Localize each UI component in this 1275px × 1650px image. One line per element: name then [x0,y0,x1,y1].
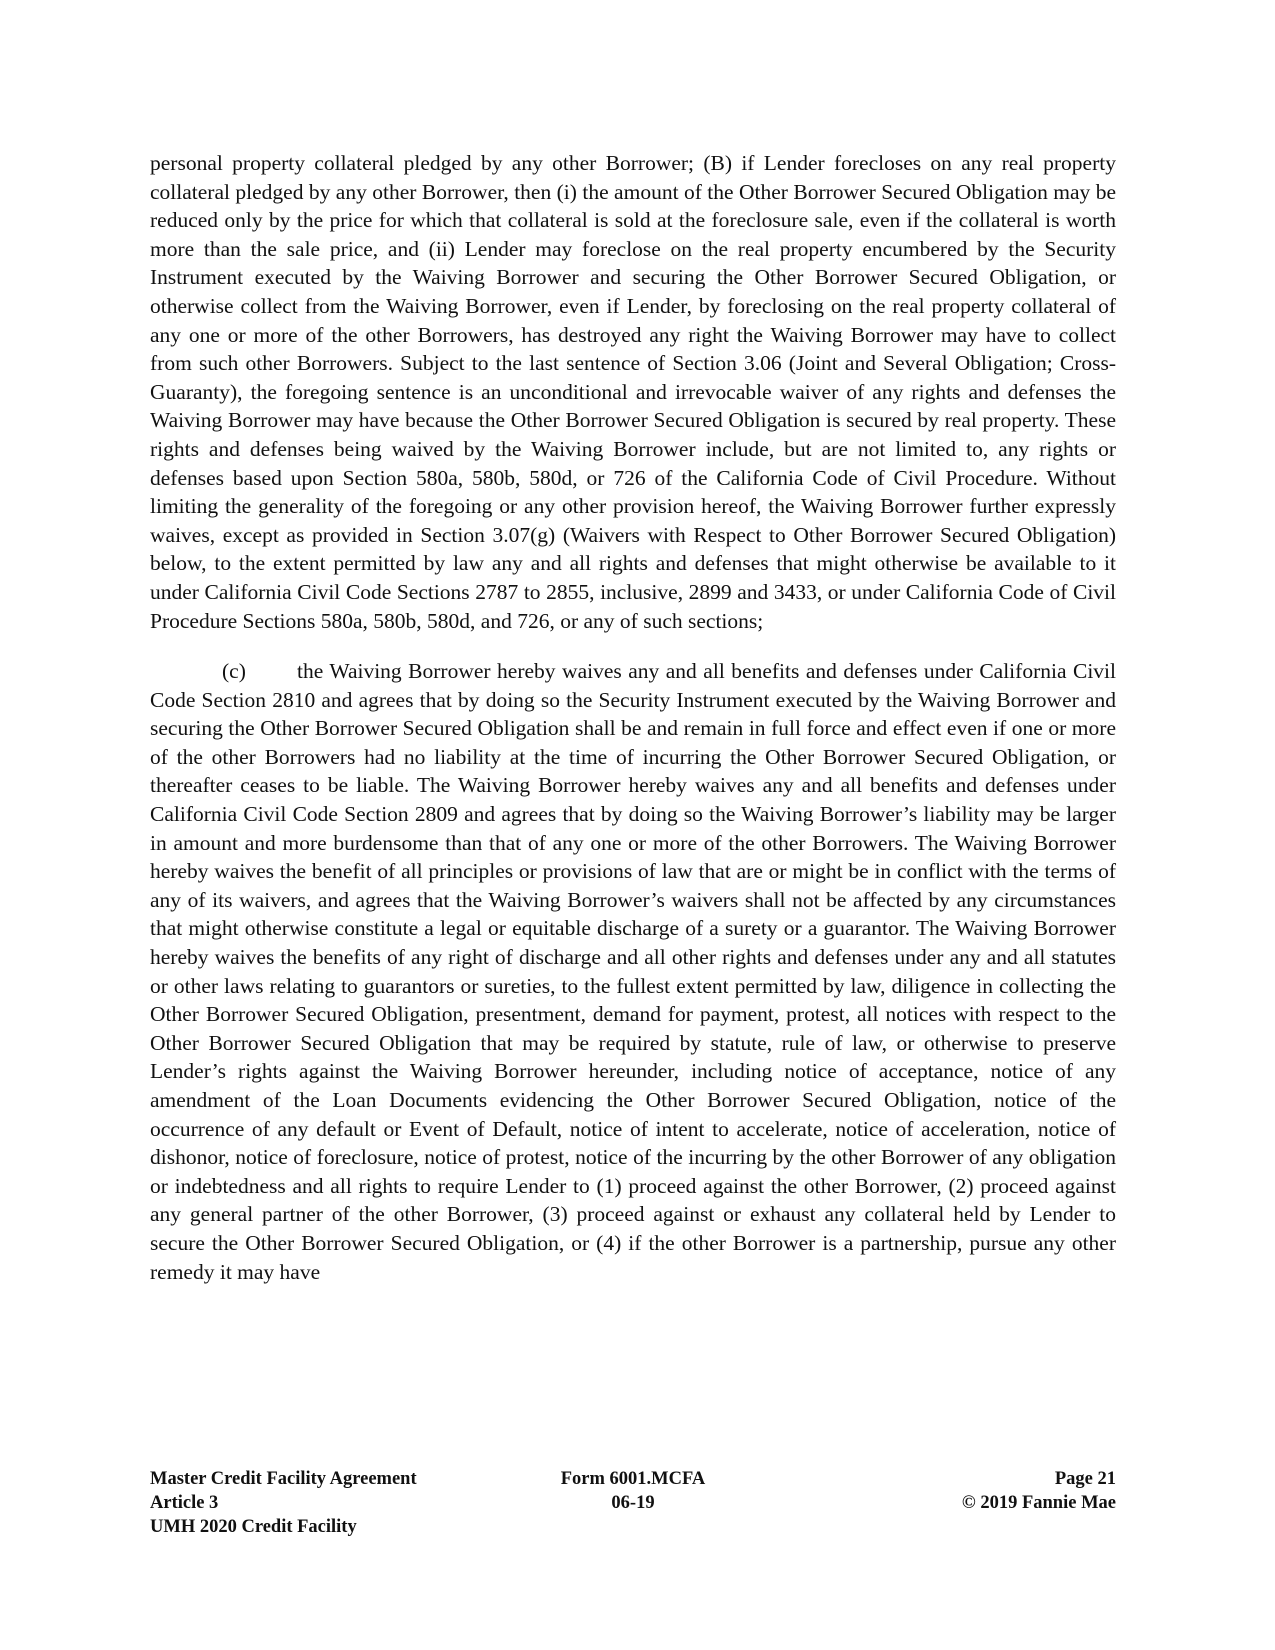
footer-right [962,1467,1116,1515]
footer-form-date: 06-19 [611,1493,655,1513]
footer-form-number: Form 6001.MCFA [560,1469,706,1489]
paragraph-c-marker: (c) [222,659,246,684]
footer-facility-name: UMH 2020 Credit Facility [150,1517,357,1537]
document-body [150,149,1116,1286]
footer-agreement-title: Master Credit Facility Agreement [150,1469,417,1489]
paragraph-c-text: the Waiving Borrower hereby waives any and all benefits and defenses under California Civil Code Section 2810 and agrees that by doing so the Security Instrument executed by the Waiving Borrower and securing the Other Borrower Secured Obligation shall be and remain in full force and effect even if one or more of the other Borrowers had no liability at the time of incurring the Other Borrower Secured Obligation, or thereafter ceases to be liable. The Waiving Borrower hereby waives any and all benefits and defenses under California Civil Code Section 2809 and agrees that by doing so the Waiving Borrower’s liability may be larger in amount and more burdensome than that of any one or more of the other Borrowers. The Waiving Borrower hereby waives the benefit of all principles or provisions of law that are or might be in conflict with the terms of any of its waivers, and agrees that the Waiving Borrower’s waivers shall not be affected by any circumstances that might otherwise constitute a legal or equitable discharge of a surety or a guarantor. The Waiving Borrower hereby waives the benefits of any right of discharge and all other rights and defenses under any and all statutes or other laws relating to guarantors or sureties, to the fullest extent permitted by law, diligence in collecting the Other Borrower Secured Obligation, presentment, demand for payment, protest, all notices with respect to the Other Borrower Secured Obligation that may be required by statute, rule of law, or otherwise to preserve Lender’s rights against the Waiving Borrower hereunder, including notice of acceptance, notice of any amendment of the Loan Documents evidencing the Other Borrower Secured Obligation, notice of the occurrence of any default or Event of Default, notice of intent to accelerate, notice of acceleration, notice of dishonor, notice of foreclosure, notice of protest, notice of the incurring by the other Borrower of any obligation or indebtedness and all rights to require Lender to (1) proceed against the other Borrower, (2) proceed against any general partner of the other Borrower, (3) proceed against or exhaust any collateral held by Lender to secure the Other Borrower Secured Obligation, or (4) if the other Borrower is a partnership, pursue any other remedy it may have [150,659,1116,1284]
paragraph-continuation: personal property collateral pledged by any other Borrower; (B) if Lender forecloses on any real property collateral pledged by any other Borrower, then (i) the amount of the Other Borrower Secured Obligation may be reduced only by the price for which that collateral is sold at the foreclosure sale, even if the collateral is worth more than the sale price, and (ii) Lender may foreclose on the real property encumbered by the Security Instrument executed by the Waiving Borrower and securing the Other Borrower Secured Obligation, or otherwise collect from the Waiving Borrower, even if Lender, by foreclosing on the real property collateral of any one or more of the other Borrowers, has destroyed any right the Waiving Borrower may have to collect from such other Borrowers. Subject to the last sentence of Section 3.06 (Joint and Several Obligation; Cross-Guaranty), the foregoing sentence is an unconditional and irrevocable waiver of any rights and defenses the Waiving Borrower may have because the Other Borrower Secured Obligation is secured by real property. These rights and defenses being waived by the Waiving Borrower include, but are not limited to, any rights or defenses based upon Section 580a, 580b, 580d, or 726 of the California Code of Civil Procedure. Without limiting the generality of the foregoing or any other provision hereof, the Waiving Borrower further expressly waives, except as provided in Section 3.07(g) (Waivers with Respect to Other Borrower Secured Obligation) below, to the extent permitted by law any and all rights and defenses that might otherwise be available to it under California Civil Code Sections 2787 to 2855, inclusive, 2899 and 3433, or under California Code of Civil Procedure Sections 580a, 580b, 580d, and 726, or any of such sections; [150,151,1116,633]
footer-page-number: Page 21 [1054,1469,1116,1489]
footer-article: Article 3 [150,1493,219,1513]
paragraph-c [150,657,1116,1286]
footer-copyright: © 2019 Fannie Mae [961,1493,1116,1513]
